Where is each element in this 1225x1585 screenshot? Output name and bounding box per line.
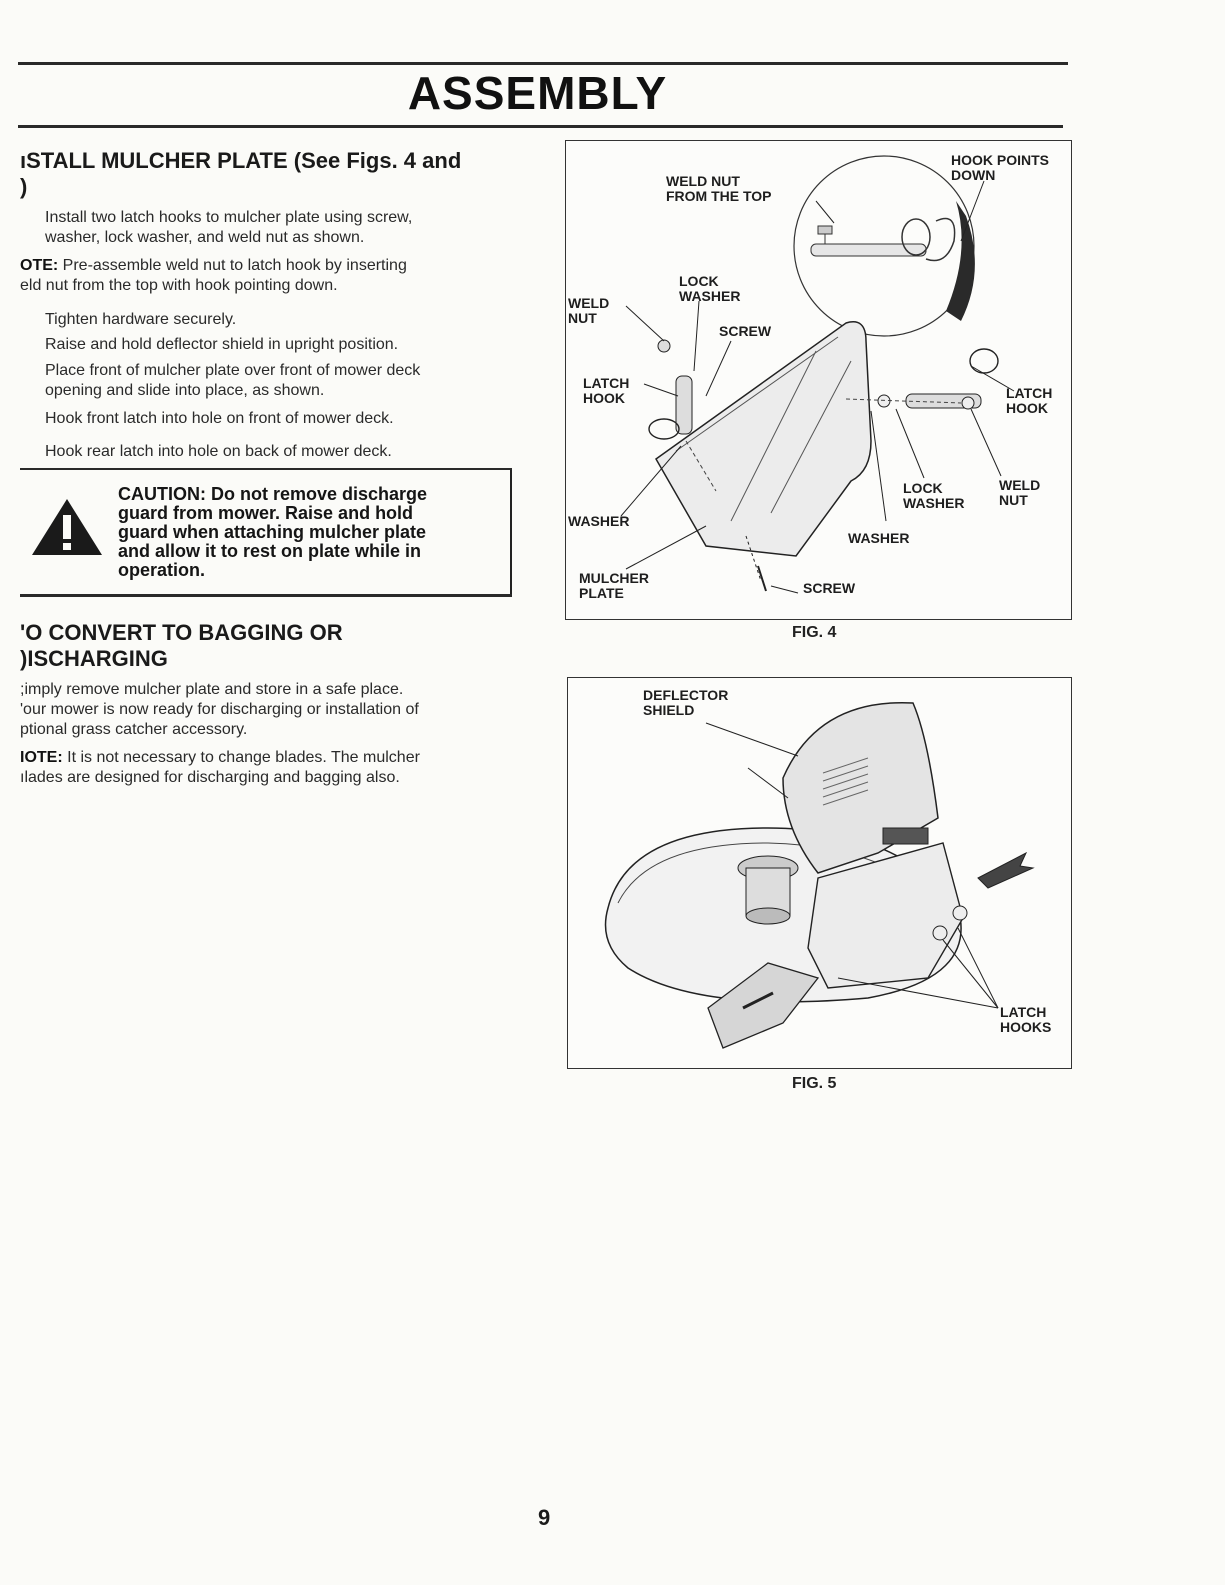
label-latch-hooks: LATCH HOOKS [1000,1004,1052,1035]
caution-line: CAUTION: Do not remove discharge [118,484,428,504]
label-washer-left: WASHER [568,513,630,529]
note-text: Pre-assemble weld nut to latch hook by inserting [62,257,407,274]
title-rule [18,125,1063,128]
note-line [20,748,520,768]
step-install [45,208,515,248]
text-line: ptional grass catcher accessory. [20,721,248,738]
fig4-caption: FIG. 4 [792,624,837,641]
fig5-caption: FIG. 5 [792,1075,837,1092]
caution-line: and allow it to rest on plate while in [118,541,422,561]
caution-text [118,485,488,580]
text-line: Place front of mulcher plate over front of mower deck [45,362,421,379]
caution-line: guard from mower. Raise and hold [118,503,414,523]
note-label: IOTE: [20,749,63,766]
step-hook-front: Hook front latch into hole on front of mower deck. [45,410,394,427]
text-line: 'our mower is now ready for discharging or installation of [20,701,419,718]
section-heading-convert [20,620,343,672]
note-text: It is not necessary to change blades. The mulcher [67,749,420,766]
label-lock-washer-top: LOCK WASHER [679,273,741,304]
note-preassemble [20,256,515,296]
label-weld-nut-left: WELD NUT [568,295,610,326]
label-deflector-shield: DEFLECTOR SHIELD [643,687,729,718]
convert-paragraph [20,680,520,740]
warning-icon [30,497,104,557]
heading-line: ) [20,174,28,199]
text-line: ılades are designed for discharging and bagging also. [20,769,400,786]
text-line: eld nut from the top with hook pointing down. [20,277,338,294]
label-screw-top: SCREW [719,323,772,339]
label-weld-nut-right: WELD NUT [999,477,1041,508]
label-screw-bottom: SCREW [803,580,856,596]
caution-line: operation. [118,560,206,580]
step-hook-rear: Hook rear latch into hole on back of mower deck. [45,443,392,460]
text-line: Install two latch hooks to mulcher plate using screw, [45,209,413,226]
step-place [45,361,515,401]
label-hook-points-down: HOOK POINTS DOWN [951,152,1050,183]
heading-line: ıSTALL MULCHER PLATE (See Figs. 4 and [20,148,462,173]
label-washer-mid: WASHER [848,530,910,546]
top-rule [18,62,1068,65]
label-latch-hook-left: LATCH HOOK [583,375,630,406]
label-mulcher-plate: MULCHER PLATE [579,570,649,601]
text-line: washer, lock washer, and weld nut as shown. [45,229,365,246]
heading-line: 'O CONVERT TO BAGGING OR [20,620,343,645]
note-blades [20,748,520,788]
figure-5 [567,677,1072,1069]
page-number: 9 [538,1505,551,1530]
fig5-illustration [568,678,1071,1068]
figure-4 [565,140,1072,620]
section-heading-install-mulcher [20,148,461,200]
text-line: ;imply remove mulcher plate and store in a safe place. [20,681,404,698]
text-line: opening and slide into place, as shown. [45,382,325,399]
caution-line: guard when attaching mulcher plate [118,522,427,542]
fig4-illustration [566,141,1071,619]
label-weld-nut-top: WELD NUT FROM THE TOP [666,173,772,204]
caution-bottom-rule [20,594,512,597]
label-latch-hook-right: LATCH HOOK [1006,385,1053,416]
note-line [20,256,515,276]
note-label: OTE: [20,257,59,274]
step-tighten: Tighten hardware securely. [45,311,237,328]
label-lock-washer-right: LOCK WASHER [903,480,965,511]
page-title: ASSEMBLY [407,67,668,119]
heading-line: )ISCHARGING [20,646,168,671]
step-raise: Raise and hold deflector shield in upright position. [45,336,399,353]
